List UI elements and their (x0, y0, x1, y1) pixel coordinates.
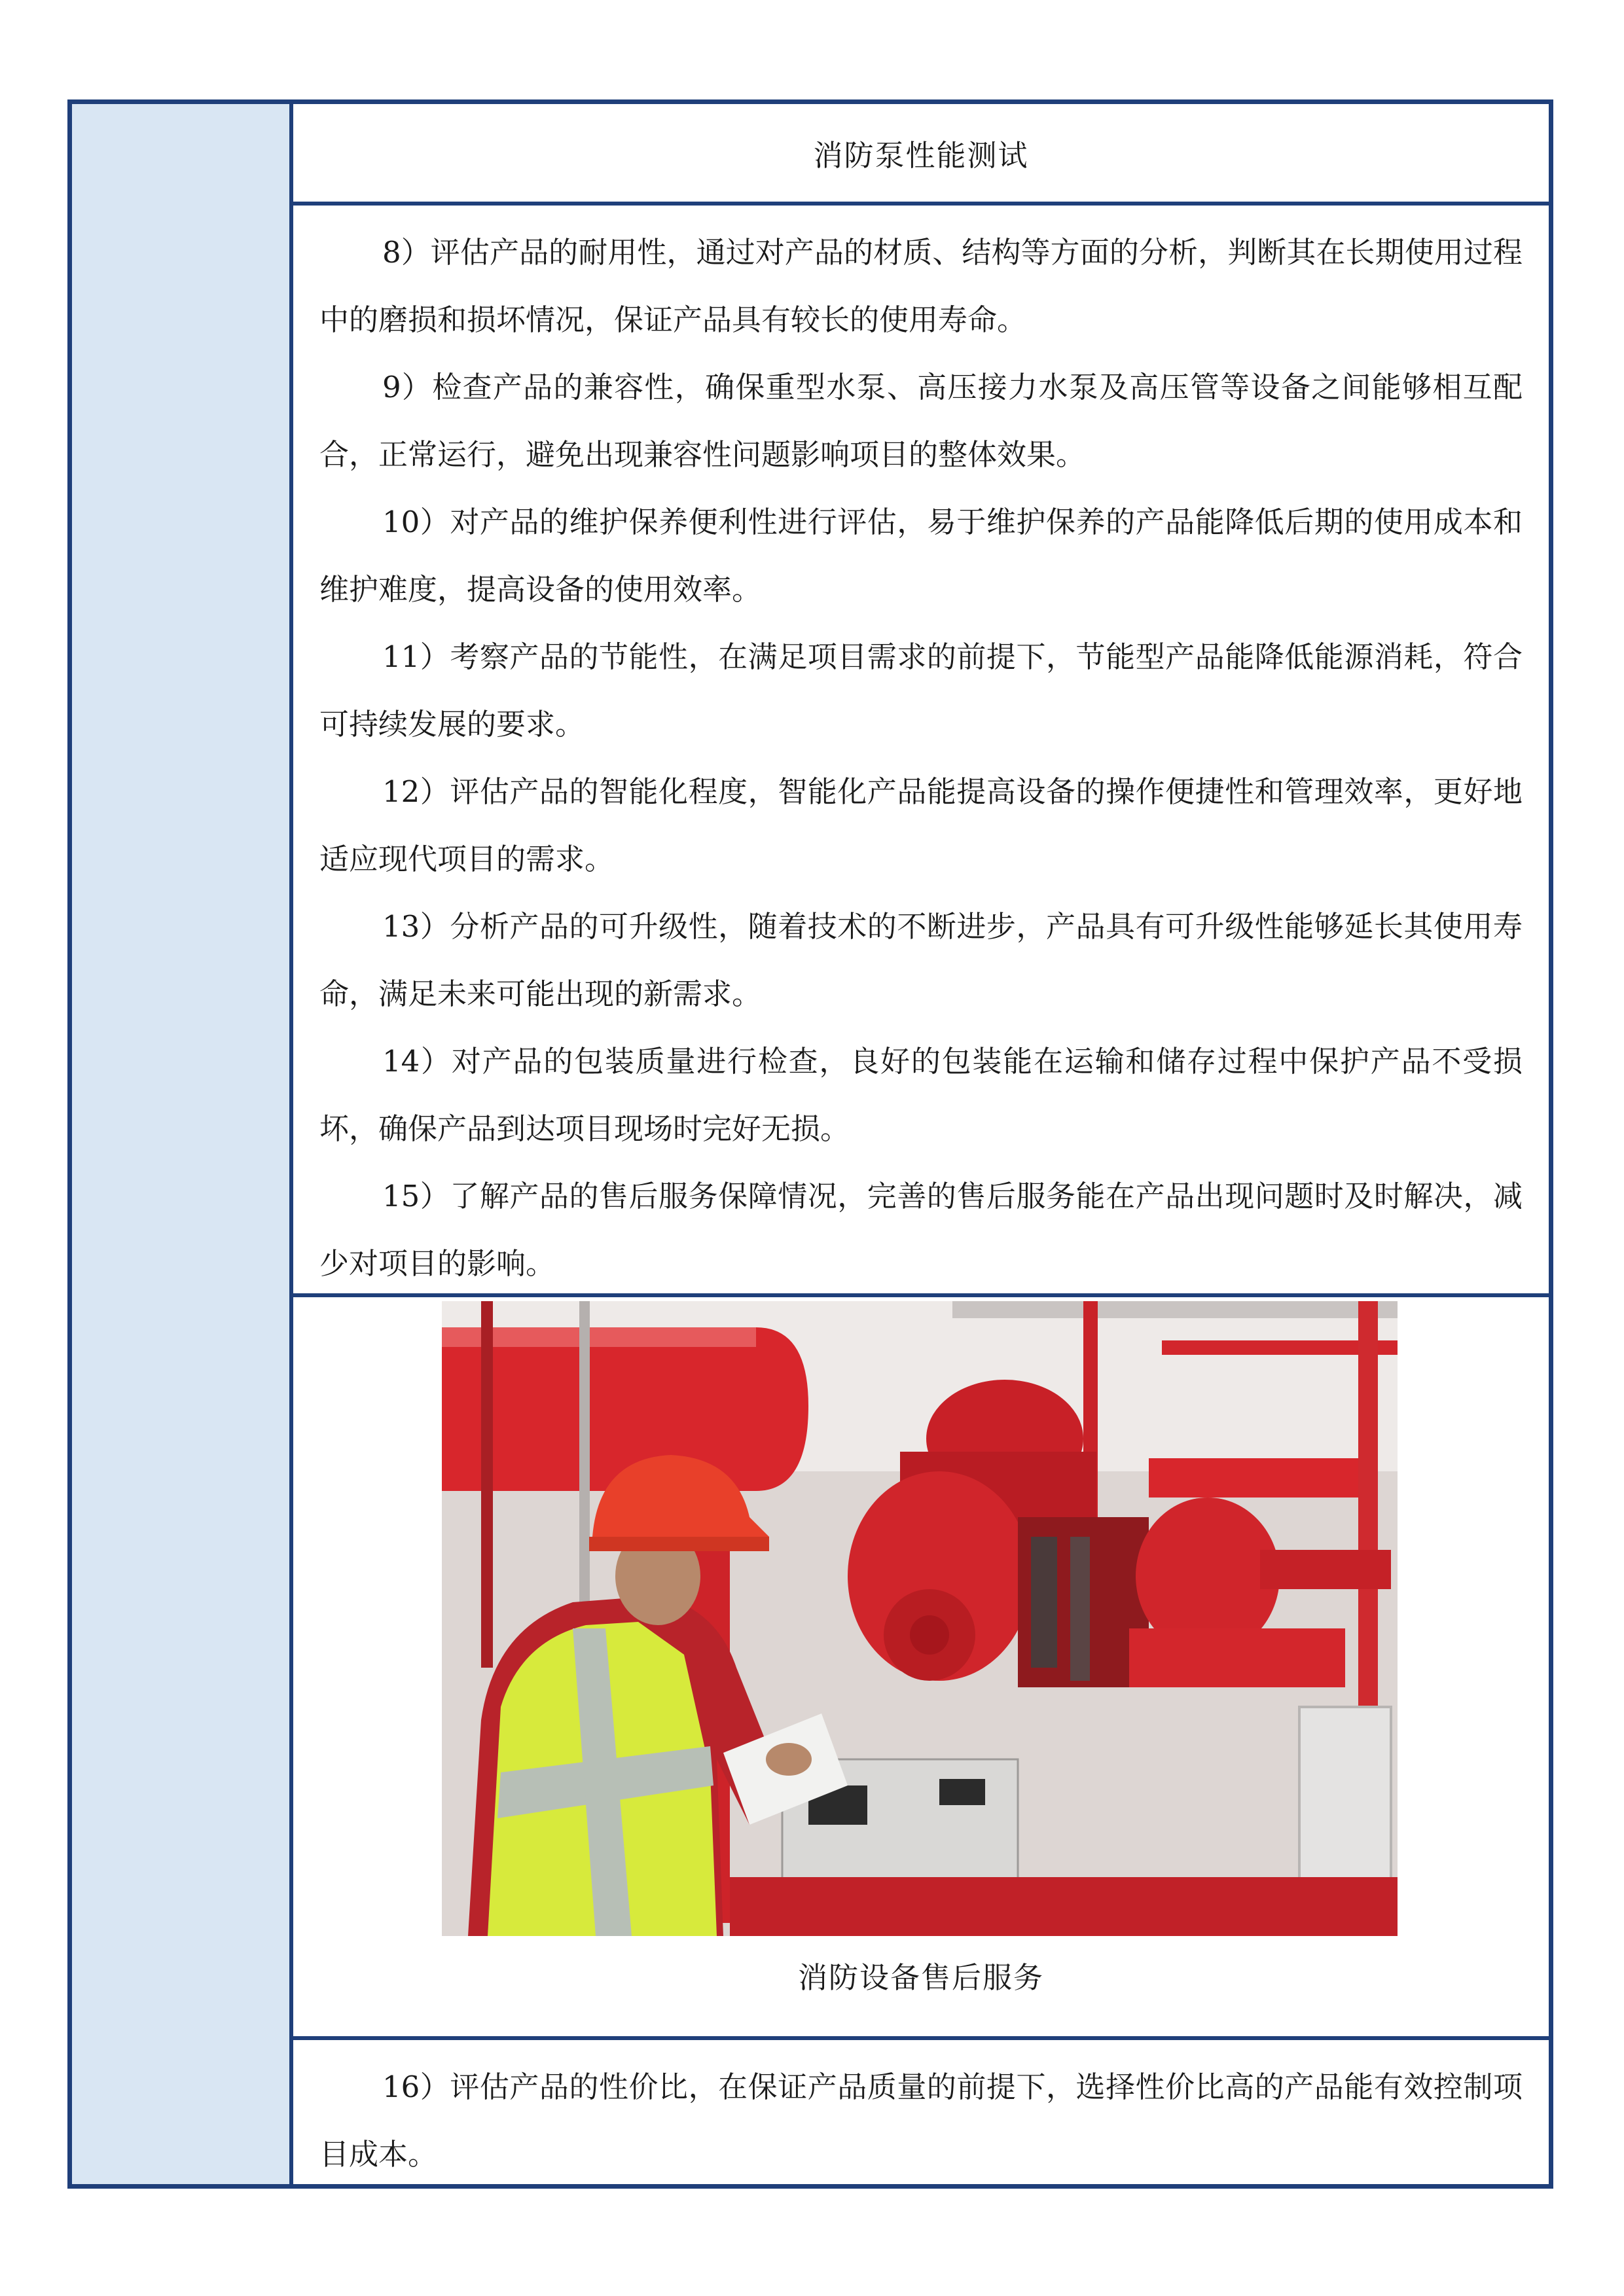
paragraph-13: 13）分析产品的可升级性，随着技术的不断进步，产品具有可升级性能够延长其使用寿命，满足未来可能出现的新需求。 (319, 909, 1523, 1011)
figure-row (293, 1297, 1549, 2040)
paragraph-8: 8）评估产品的耐用性，通过对产品的材质、结构等方面的分析，判断其在长期使用过程中的磨损和损坏情况，保证产品具有较长的使用寿命。 (319, 235, 1523, 337)
document-frame (67, 99, 1553, 2189)
paragraph-16: 16）评估产品的性价比，在保证产品质量的前提下，选择性价比高的产品能有效控制项目成本。 (319, 2070, 1523, 2172)
paragraph-11: 11）考察产品的节能性，在满足项目需求的前提下，节能型产品能降低能源消耗，符合可持续发展的要求。 (319, 639, 1523, 742)
left-sidebar-column (72, 104, 293, 2184)
paragraph-9: 9）检查产品的兼容性，确保重型水泵、高压接力水泵及高压管等设备之间能够相互配合，正常运行，避免出现兼容性问题影响项目的整体效果。 (319, 370, 1523, 472)
content-column (293, 104, 1549, 2184)
header-row (293, 104, 1549, 206)
final-text-row (293, 2040, 1549, 2184)
paragraph-12: 12）评估产品的智能化程度，智能化产品能提高设备的操作便捷性和管理效率，更好地适应现代项目的需求。 (319, 774, 1523, 876)
paragraph-14: 14）对产品的包装质量进行检查，良好的包装能在运输和储存过程中保护产品不受损坏，确保产品到达项目现场时完好无损。 (319, 1044, 1523, 1146)
text-row (293, 206, 1549, 1297)
paragraph-15: 15）了解产品的售后服务保障情况，完善的售后服务能在产品出现问题时及时解决，减少对项目的影响。 (319, 1179, 1523, 1281)
fire-pump-inspection-photo (442, 1301, 1398, 1936)
section-title: 消防泵性能测试 (813, 138, 1029, 173)
figure-caption: 消防设备售后服务 (797, 1960, 1044, 1995)
paragraph-10: 10）对产品的维护保养便利性进行评估，易于维护保养的产品能降低后期的使用成本和维护难度，提高设备的使用效率。 (319, 505, 1523, 607)
